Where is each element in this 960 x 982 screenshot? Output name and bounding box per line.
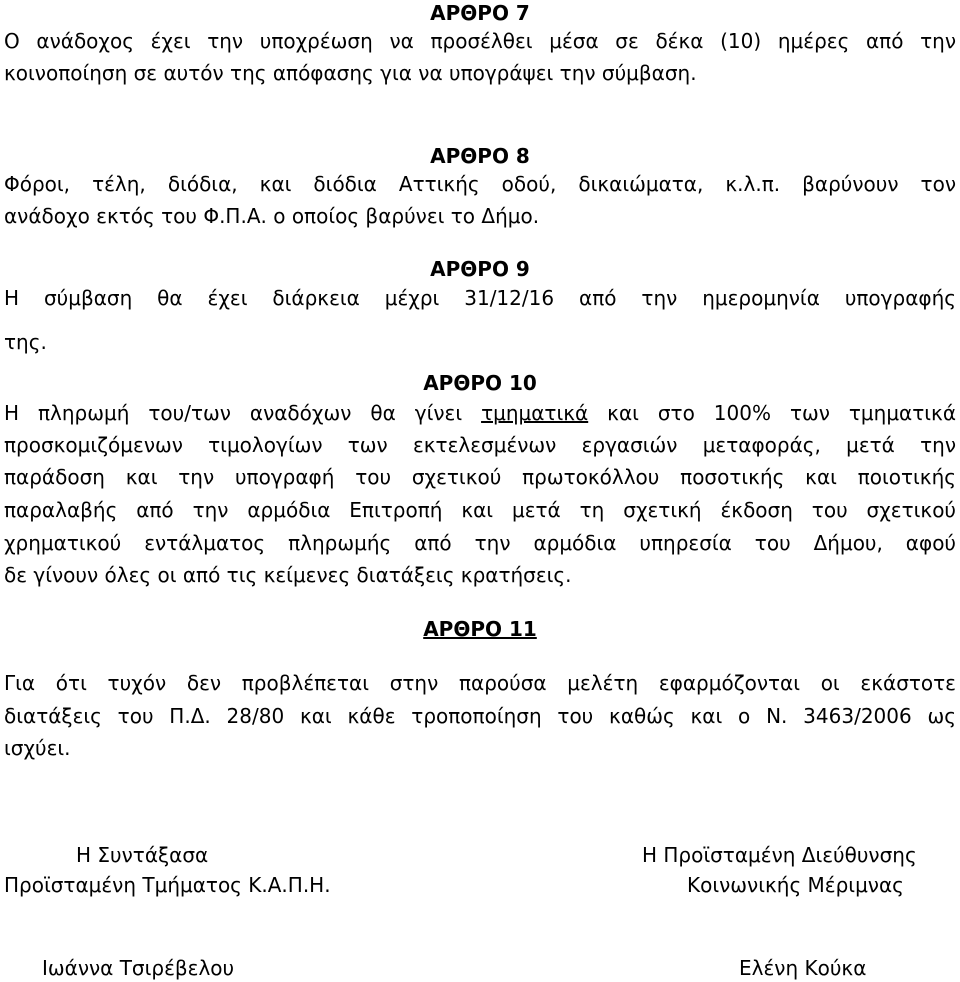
signature-left-name: Ιωάννα Τσιρέβελου xyxy=(42,956,235,980)
article-10-line-2: προσκομιζόμενων τιμολογίων των εκτελεσμένων εργασιών μεταφοράς, μετά την xyxy=(4,433,956,457)
article-10-line-6: δε γίνουν όλες οι από τις κείμενες διατάξεις κρατήσεις. xyxy=(4,563,572,587)
article-11-line-2: διατάξεις του Π.Δ. 28/80 και κάθε τροποποίηση του καθώς και ο Ν. 3463/2006 ως xyxy=(4,704,956,728)
article-10-line-1 xyxy=(4,400,956,426)
article-11-line-1: Για ότι τυχόν δεν προβλέπεται στην παρούσα μελέτη εφαρμόζονται οι εκάστοτε xyxy=(4,671,956,695)
article-9-heading: ΑΡΘΡΟ 9 xyxy=(430,257,530,281)
signature-right-name: Ελένη Κούκα xyxy=(739,956,867,980)
article-7-line-2: κοινοποίηση σε αυτόν της απόφασης για να υπογράψει την σύμβαση. xyxy=(4,61,697,85)
article-10-line-1-end: και στο 100% των τμηματικά xyxy=(588,401,957,425)
article-10-line-1-start: Η πληρωμή του/των αναδόχων θα γίνει xyxy=(4,401,482,425)
article-11-line-3: ισχύει. xyxy=(4,736,71,760)
signature-left-title-2: Προϊσταμένη Τμήματος Κ.Α.Π.Η. xyxy=(4,873,331,897)
article-9-line-2: της. xyxy=(4,330,47,354)
article-7-heading: ΑΡΘΡΟ 7 xyxy=(430,1,530,25)
signature-right-title-1: Η Προϊσταμένη Διεύθυνσης xyxy=(642,843,917,867)
article-10-heading: ΑΡΘΡΟ 10 xyxy=(423,371,537,395)
article-9-line-1: Η σύμβαση θα έχει διάρκεια μέχρι 31/12/16 από την ημερομηνία υπογραφής xyxy=(4,286,956,310)
article-10-line-5: χρηματικού εντάλματος πληρωμής από την αρμόδια υπηρεσία του Δήμου, αφού xyxy=(4,531,956,555)
article-8-heading: ΑΡΘΡΟ 8 xyxy=(430,144,530,168)
article-7-line-1: Ο ανάδοχος έχει την υποχρέωση να προσέλθει μέσα σε δέκα (10) ημέρες από την xyxy=(4,29,956,53)
signature-right-title-2: Κοινωνικής Μέριμνας xyxy=(687,873,904,897)
article-11-heading: ΑΡΘΡΟ 11 xyxy=(423,617,537,641)
signature-left-title-1: Η Συντάξασα xyxy=(76,843,209,867)
article-10-line-3: παράδοση και την υπογραφή του σχετικού πρωτοκόλλου ποσοτικής και ποιοτικής xyxy=(4,465,956,489)
article-8-line-2: ανάδοχο εκτός του Φ.Π.Α. ο οποίος βαρύνει το Δήμο. xyxy=(4,204,540,228)
article-8-line-1: Φόροι, τέλη, διόδια, και διόδια Αττικής οδού, δικαιώματα, κ.λ.π. βαρύνουν τον xyxy=(4,172,956,196)
article-10-line-4: παραλαβής από την αρμόδια Επιτροπή και μετά τη σχετική έκδοση του σχετικού xyxy=(4,498,956,522)
article-10-underlined-word: τμηματικά xyxy=(481,401,589,425)
